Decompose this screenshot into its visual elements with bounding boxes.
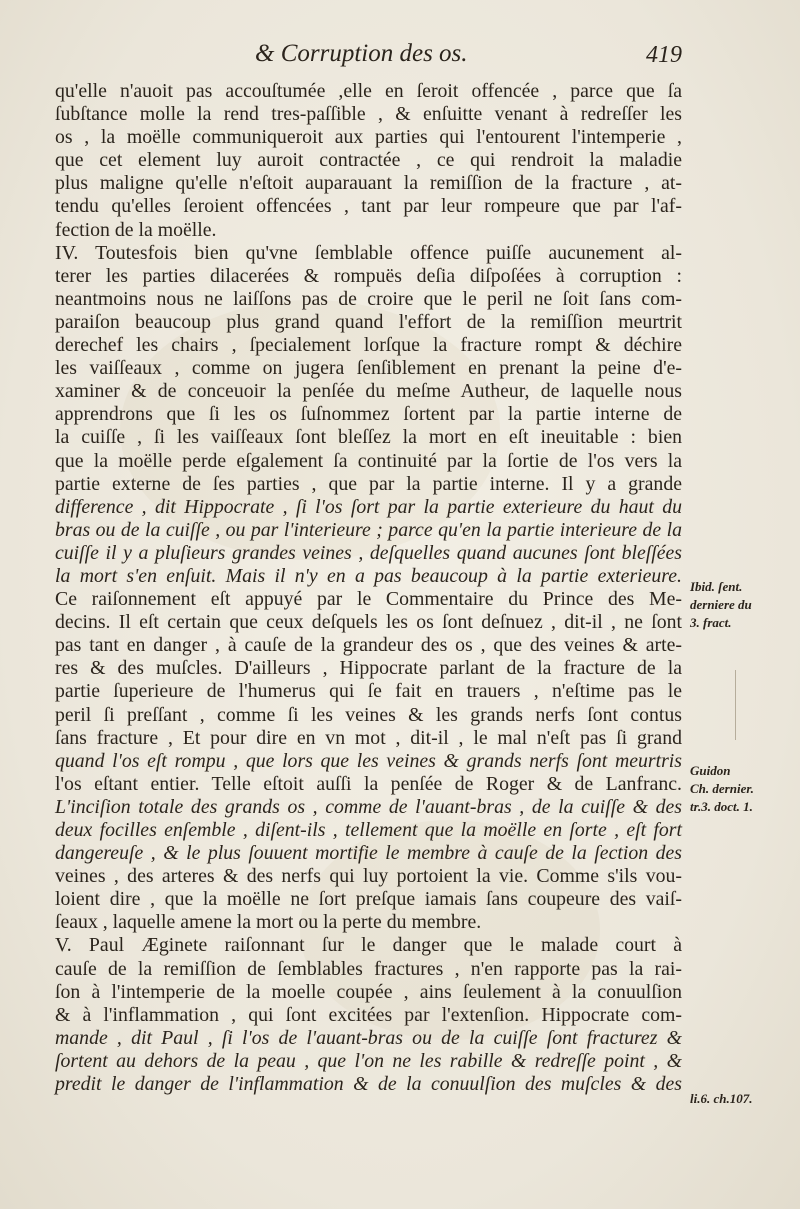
text-line: IV. Toutesfois bien qu'vne ſemblable offence puiſſe aucunement al- (55, 241, 682, 264)
text-line: tendu qu'elles ſeroient offencées , tant par leur rompeure que par l'af- (55, 195, 682, 218)
text-line: quand l'os eſt rompu , que lors que les veines & grands nerfs ſont meurtris (55, 749, 682, 772)
text-line: cuiſſe il y a pluſieurs grandes veines , deſquelles quand aucunes ſont bleſſées (55, 541, 682, 564)
text-line: dangereuſe , & le plus ſouuent mortifie le membre à cauſe de la ſection des (55, 842, 682, 865)
text-line: fection de la moëlle. (55, 218, 217, 241)
margin-note-line: li.6. ch.107. (690, 1091, 753, 1106)
text-line: L'inciſion totale des grands os , comme de l'auant-bras , de la cuiſſe & des (55, 795, 682, 818)
text-line: bras ou de la cuiſſe , ou par l'interieure ; parce qu'en la partie interieure de la (55, 518, 682, 541)
text-line: xaminer & de conceuoir la penſée du meſme Autheur, de laquelle nous (55, 380, 682, 403)
text-line: decins. Il eſt certain que ceux deſquels les os ſont deſnuez , dit-il , ne ſont (55, 611, 682, 634)
page-header (200, 40, 690, 80)
text-line: que la moëlle perde eſgalement ſa continuité par la ſortie de l'os vers la (55, 449, 682, 472)
margin-note (690, 1090, 800, 1108)
body-text (55, 80, 682, 1096)
text-line: difference , dit Hippocrate , ſi l'os ſort par la partie exterieure du haut du (55, 495, 682, 518)
text-line: ſortent au dehors de la peau , que l'on ne les rabille & redreſſe point , & (55, 1049, 682, 1072)
text-line: neantmoins nous ne laiſſons pas de croire que le peril ne ſoit ſans com- (55, 287, 682, 310)
margin-mark (735, 670, 736, 740)
text-line: ſans fracture , Et pour dire en vn mot , dit-il , le mal n'eſt pas ſi grand (55, 726, 682, 749)
text-line: veines , des arteres & des nerfs qui luy portoient la vie. Comme s'ils vou- (55, 865, 682, 888)
text-line: predit le danger de l'inflammation & de la conuulſion des muſcles & des (55, 1073, 682, 1096)
text-line: os , la moëlle communiqueroit aux parties qui l'entourent l'intemperie , (55, 126, 682, 149)
text-line: pas tant en danger , à cauſe de la grandeur des os , que des veines & arte- (55, 634, 682, 657)
text-line: terer les parties dilacerées & rompuës deſia diſpoſées à corruption : (55, 264, 682, 287)
text-line: qu'elle n'auoit pas accouſtumée ,elle en ſeroit offencée , parce que ſa (55, 80, 682, 102)
text-line: res & des muſcles. D'ailleurs , Hippocrate parlant de la fracture de la (55, 657, 682, 680)
text-line: l'os eſtant entier. Telle eſtoit auſſi la penſée de Roger & de Lanfranc. (55, 772, 682, 795)
margin-note (690, 578, 800, 632)
text-line: que cet element luy auroit contractée , ce qui rendroit la maladie (55, 149, 682, 172)
page-number: 419 (646, 42, 682, 68)
text-line: & à l'inflammation , qui ſont excitées par l'extenſion. Hippocrate com- (55, 1003, 682, 1026)
text-line: partie ſuperieure de l'humerus qui ſe fait en trauers , n'eſtime pas le (55, 680, 682, 703)
text-line: ſubſtance molle la rend tres-paſſible , & enſuitte venant à redreſſer les (55, 103, 682, 126)
text-line: paraiſon beaucoup plus grand quand l'effort de la remiſſion meurtrit (55, 310, 682, 333)
margin-note-line: 3. fract. (690, 615, 732, 630)
text-line: deux focilles enſemble , diſent-ils , tellement que la moëlle en ſorte , eſt fort (55, 819, 682, 841)
text-line: loient dire , que la moëlle ne ſort preſque iamais ſans coupeure des vaiſ- (55, 888, 682, 911)
text-line: mande , dit Paul , ſi l'os de l'auant-bras ou de la cuiſſe ſont fracturez & (55, 1026, 682, 1049)
text-line: cauſe de la remiſſion de ſemblables fractures , n'en rapporte pas la rai- (55, 957, 682, 980)
text-line: partie externe de ſes parties , que par la partie interne. Il y a grande (55, 472, 682, 495)
running-title: & Corruption des os. (255, 40, 468, 67)
margin-note-line: Ibid. ſent. (690, 579, 743, 594)
margin-note (690, 762, 800, 816)
margin-note-line: derniere du (690, 597, 752, 612)
text-line: plus maligne qu'elle n'eſtoit auparauant la remiſſion de la fracture , at- (55, 172, 682, 195)
margin-note-line: tr.3. doct. 1. (690, 799, 753, 814)
text-line: peril ſi preſſant , comme ſi les veines & les grands nerfs ſont contus (55, 703, 682, 726)
margin-note-line: Ch. dernier. (690, 781, 754, 796)
text-line: les vaiſſeaux , comme on jugera ſenſiblement en prenant la peine d'e- (55, 357, 682, 380)
text-line: la mort s'en enſuit. Mais il n'y en a pas beaucoup à la partie exterieure. (55, 564, 682, 587)
text-line: Ce raiſonnement eſt appuyé par le Commentaire du Prince des Me- (55, 588, 682, 611)
text-line: derechef les chairs , ſpecialement lorſque la fracture rompt & déchire (55, 334, 682, 357)
text-line: la cuiſſe , ſi les vaiſſeaux ſont bleſſez la mort en eſt ineuitable : bien (55, 426, 682, 449)
text-line: ſeaux , laquelle amene la mort ou la perte du membre. (55, 911, 482, 934)
text-line: V. Paul Æginete raiſonnant ſur le danger que le malade court à (55, 934, 682, 957)
text-line: apprendrons que ſi les os ſuſnommez ſortent par la partie interne de (55, 403, 682, 426)
text-line: ſon à l'intemperie de la moelle coupée , ains ſeulement à la conuulſion (55, 980, 682, 1003)
margin-note-line: Guidon (690, 763, 731, 778)
